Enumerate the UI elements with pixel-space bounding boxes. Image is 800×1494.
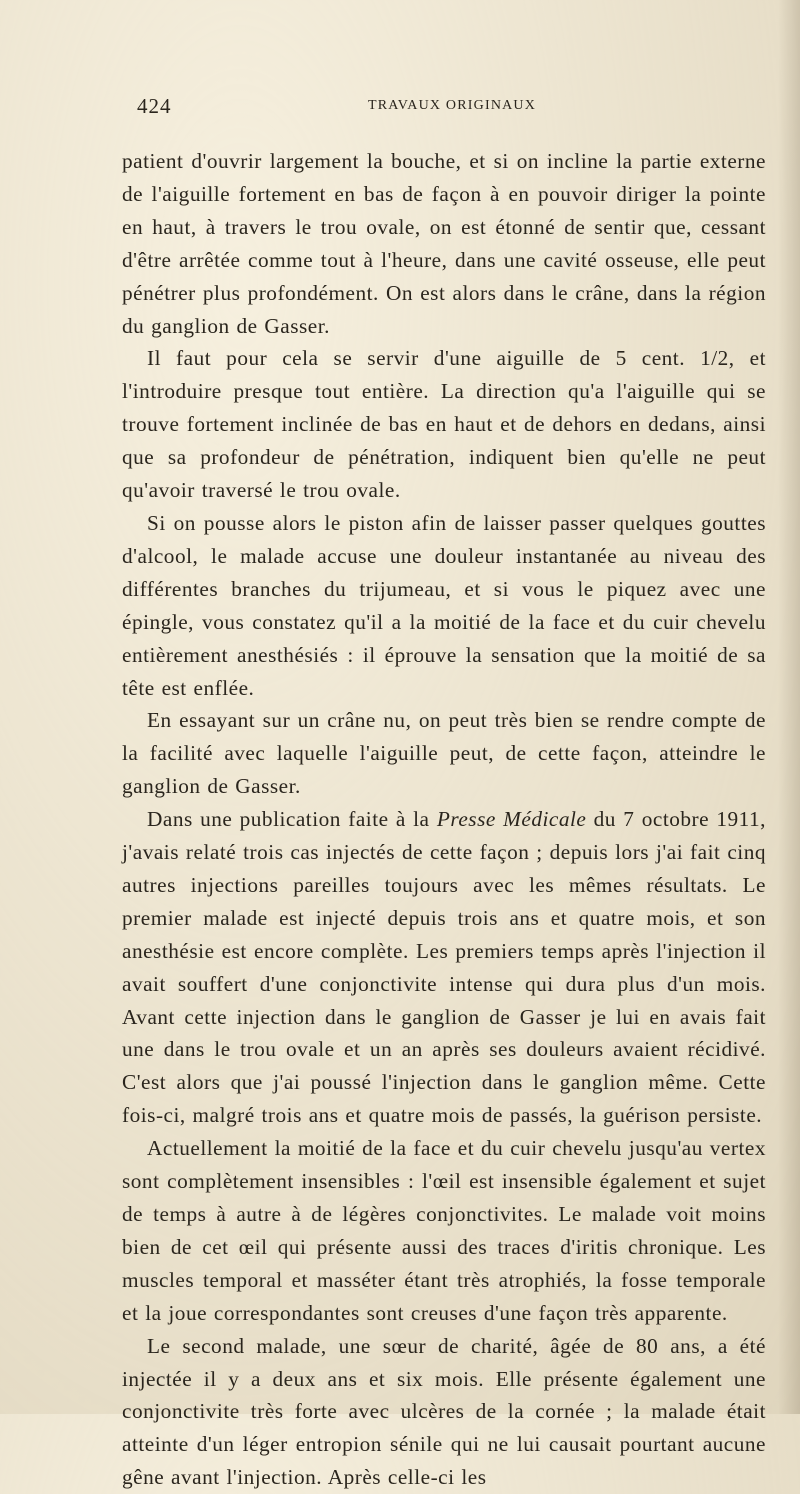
- running-head: TRAVAUX ORIGINAUX: [368, 98, 537, 113]
- paragraph-7: Le second malade, une sœur de charité, âgée de 80 ans, a été injectée il y a deux ans et six mois. Elle présente également une conjonctivite très forte avec ulcères de la cornée ; la malade était atteinte d'un léger entropion sénile qui ne lui causait pourtant aucune gêne avant l'injection. Après celle-ci les: [122, 1333, 766, 1490]
- paragraph-2: Il faut pour cela se servir d'une aiguille de 5 cent. 1/2, et l'introduire presque tout entière. La direction qu'a l'aiguille qui se trouve fortement inclinée de bas en haut et de dehors en dedans, ainsi que sa profondeur de pénétration, indiquent bien qu'elle ne peut qu'avoir traversé le trou ovale.: [122, 346, 766, 503]
- paragraph-5-rest: du 7 octobre 1911, j'avais relaté trois cas injectés de cette façon ; depuis lors j'ai fait cinq autres injections pareilles toujours avec les mêmes résultats. Le premier malade est injecté depuis trois ans et quatre mois, et son anesthésie est encore complète. Les premiers temps après l'injection il avait souffert d'une conjonctivite intense qui dura plus d'un mois. Avant cette injection dans le ganglion de Gasser je lui en avais fait une dans le trou ovale et un an après ses douleurs avaient récidivé. C'est alors que j'ai poussé l'injection dans le ganglion même. Cette fois-ci, malgré trois ans et quatre mois de passés, la guérison persiste.: [122, 807, 767, 1128]
- paragraph-4: En essayant sur un crâne nu, on peut très bien se rendre compte de la facilité avec laquelle l'aiguille peut, de cette façon, atteindre le ganglion de Gasser.: [122, 708, 766, 799]
- paragraph-3: Si on pousse alors le piston afin de laisser passer quelques gouttes d'alcool, le malade accuse une douleur instantanée au niveau des différentes branches du trijumeau, et si vous le piquez avec une épingle, vous constatez qu'il a la moitié de la face et du cuir chevelu entièrement anesthésiés : il éprouve la sensation que la moitié de sa tête est enflée.: [122, 510, 766, 700]
- paragraph-5-start: Dans une publication faite à la: [147, 807, 437, 832]
- paragraph-1: patient d'ouvrir largement la bouche, et si on incline la partie externe de l'aiguille fortement en bas de façon à en pouvoir diriger la pointe en haut, à travers le trou ovale, on est étonné de sentir que, cessant d'être arrêtée comme tout à l'heure, dans une cavité osseuse, elle peut pénétrer plus profondément. On est alors dans le crâne, dans la région du ganglion de Gasser.: [122, 149, 766, 338]
- page-edge-shadow: [778, 0, 800, 1414]
- paragraph-5: [122, 803, 766, 1132]
- paragraph-6: Actuellement la moitié de la face et du cuir chevelu jusqu'au vertex sont complètement insensibles : l'œil est insensible également et sujet de temps à autre à de légères conjonctivites. Le malade voit moins bien de cet œil qui présente aussi des traces d'iritis chronique. Les muscles temporal et masséter étant très atrophiés, la fosse temporale et la joue correspondantes sont creuses d'une façon très apparente.: [122, 1136, 766, 1325]
- page-header: [137, 94, 769, 124]
- body-text: [122, 145, 766, 1494]
- journal-title: Presse Médicale: [436, 807, 587, 832]
- page-number: 424: [137, 94, 172, 118]
